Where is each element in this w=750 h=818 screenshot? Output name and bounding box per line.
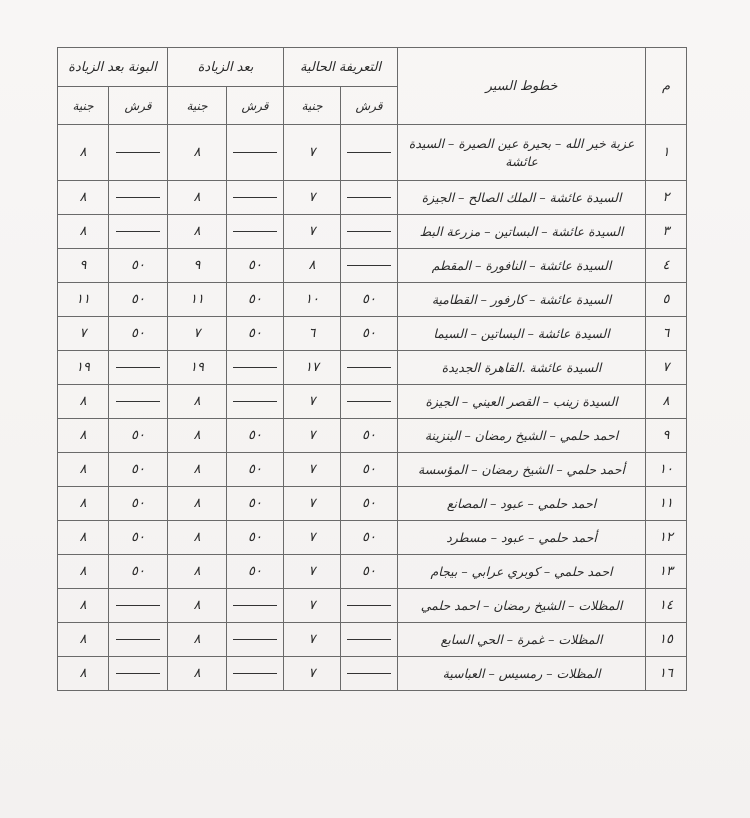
dash-mark <box>347 605 391 606</box>
current-piaster-cell <box>341 125 398 181</box>
route-cell: أحمد حلمي – عبود – مسطرد <box>398 521 646 555</box>
pass-pound-cell: ٨ <box>58 215 109 249</box>
dash-mark <box>116 152 160 153</box>
pass-piaster-cell <box>109 125 168 181</box>
table-row <box>58 419 687 453</box>
current-pound-cell: ٧ <box>284 623 341 657</box>
dash-mark <box>116 231 160 232</box>
pass-pound-cell: ١١ <box>58 283 109 317</box>
current-piaster-cell: ٥٠ <box>341 283 398 317</box>
serial-cell: ١٥ <box>646 623 687 657</box>
current-pound-cell: ٧ <box>284 419 341 453</box>
after-piaster-cell <box>227 181 284 215</box>
serial-cell: ٥ <box>646 283 687 317</box>
pass-piaster-cell: ٥٠ <box>109 419 168 453</box>
pass-pound-cell: ٨ <box>58 453 109 487</box>
header-current-piaster: قرش <box>341 87 398 125</box>
after-piaster-cell <box>227 351 284 385</box>
current-pound-cell: ١٧ <box>284 351 341 385</box>
header-after-pound: جنية <box>168 87 227 125</box>
header-pass-pound: جنية <box>58 87 109 125</box>
pass-piaster-cell: ٥٠ <box>109 555 168 589</box>
fare-table <box>57 47 687 691</box>
dash-mark <box>233 605 277 606</box>
table-row <box>58 351 687 385</box>
route-cell: السيدة عائشة – النافورة – المقطم <box>398 249 646 283</box>
current-pound-cell: ٧ <box>284 589 341 623</box>
after-pound-cell: ٨ <box>168 385 227 419</box>
table-row <box>58 317 687 351</box>
route-cell: السيدة زينب – القصر العيني – الجيزة <box>398 385 646 419</box>
current-pound-cell: ٧ <box>284 555 341 589</box>
after-piaster-cell: ٥٠ <box>227 249 284 283</box>
current-pound-cell: ٨ <box>284 249 341 283</box>
after-pound-cell: ١٩ <box>168 351 227 385</box>
serial-cell: ١٦ <box>646 657 687 691</box>
after-piaster-cell: ٥٠ <box>227 487 284 521</box>
after-piaster-cell <box>227 623 284 657</box>
after-piaster-cell: ٥٠ <box>227 283 284 317</box>
after-piaster-cell: ٥٠ <box>227 453 284 487</box>
dash-mark <box>347 152 391 153</box>
table-row <box>58 453 687 487</box>
dash-mark <box>233 231 277 232</box>
after-pound-cell: ٨ <box>168 453 227 487</box>
serial-cell: ٩ <box>646 419 687 453</box>
route-cell: أحمد حلمي – الشيخ رمضان – المؤسسة <box>398 453 646 487</box>
pass-piaster-cell: ٥٠ <box>109 521 168 555</box>
current-piaster-cell: ٥٠ <box>341 453 398 487</box>
pass-pound-cell: ٧ <box>58 317 109 351</box>
current-pound-cell: ٧ <box>284 657 341 691</box>
route-cell: السيدة عائشة – الملك الصالح – الجيزة <box>398 181 646 215</box>
pass-piaster-cell <box>109 181 168 215</box>
route-cell: احمد حلمي – كوبري عرابي – بيجام <box>398 555 646 589</box>
serial-cell: ١١ <box>646 487 687 521</box>
current-pound-cell: ١٠ <box>284 283 341 317</box>
current-piaster-cell <box>341 351 398 385</box>
table-row <box>58 487 687 521</box>
dash-mark <box>233 367 277 368</box>
current-piaster-cell: ٥٠ <box>341 487 398 521</box>
dash-mark <box>347 367 391 368</box>
current-pound-cell: ٧ <box>284 521 341 555</box>
pass-pound-cell: ١٩ <box>58 351 109 385</box>
table-row <box>58 555 687 589</box>
header-after-increase: بعد الزيادة <box>168 48 284 87</box>
header-after-piaster: قرش <box>227 87 284 125</box>
pass-pound-cell: ٨ <box>58 555 109 589</box>
after-piaster-cell: ٥٠ <box>227 555 284 589</box>
pass-piaster-cell <box>109 623 168 657</box>
pass-piaster-cell: ٥٠ <box>109 283 168 317</box>
pass-piaster-cell <box>109 215 168 249</box>
current-piaster-cell: ٥٠ <box>341 419 398 453</box>
route-cell: المظلات – الشيخ رمضان – احمد حلمي <box>398 589 646 623</box>
after-piaster-cell: ٥٠ <box>227 521 284 555</box>
serial-cell: ٢ <box>646 181 687 215</box>
after-pound-cell: ٨ <box>168 521 227 555</box>
serial-cell: ١٢ <box>646 521 687 555</box>
current-pound-cell: ٧ <box>284 125 341 181</box>
header-pass-after-increase: البونة بعد الزيادة <box>58 48 168 87</box>
route-cell: السيدة عائشة .القاهرة الجديدة <box>398 351 646 385</box>
dash-mark <box>347 673 391 674</box>
header-current-pound: جنية <box>284 87 341 125</box>
table-row <box>58 125 687 181</box>
serial-cell: ١٠ <box>646 453 687 487</box>
dash-mark <box>233 639 277 640</box>
pass-pound-cell: ٨ <box>58 181 109 215</box>
dash-mark <box>116 673 160 674</box>
pass-pound-cell: ٨ <box>58 657 109 691</box>
current-pound-cell: ٧ <box>284 181 341 215</box>
route-cell: السيدة عائشة – كارفور – القطامية <box>398 283 646 317</box>
after-piaster-cell <box>227 589 284 623</box>
pass-piaster-cell <box>109 351 168 385</box>
route-cell: المظلات – رمسيس – العباسية <box>398 657 646 691</box>
after-pound-cell: ١١ <box>168 283 227 317</box>
after-piaster-cell: ٥٠ <box>227 419 284 453</box>
table-row <box>58 385 687 419</box>
table-row <box>58 181 687 215</box>
after-piaster-cell <box>227 385 284 419</box>
pass-piaster-cell <box>109 589 168 623</box>
after-pound-cell: ٧ <box>168 317 227 351</box>
current-pound-cell: ٧ <box>284 215 341 249</box>
current-pound-cell: ٧ <box>284 487 341 521</box>
after-pound-cell: ٨ <box>168 125 227 181</box>
serial-cell: ٧ <box>646 351 687 385</box>
route-cell: السيدة عائشة – البساتين – مزرعة البط <box>398 215 646 249</box>
dash-mark <box>116 197 160 198</box>
dash-mark <box>116 639 160 640</box>
after-piaster-cell <box>227 125 284 181</box>
header-serial: م <box>646 48 687 125</box>
dash-mark <box>233 197 277 198</box>
dash-mark <box>233 673 277 674</box>
table-row <box>58 283 687 317</box>
table-row <box>58 249 687 283</box>
header-current-fare: التعريفة الحالية <box>284 48 398 87</box>
current-piaster-cell <box>341 181 398 215</box>
after-pound-cell: ٨ <box>168 215 227 249</box>
pass-pound-cell: ٨ <box>58 385 109 419</box>
serial-cell: ١ <box>646 125 687 181</box>
dash-mark <box>116 605 160 606</box>
header-pass-piaster: قرش <box>109 87 168 125</box>
current-piaster-cell <box>341 215 398 249</box>
pass-pound-cell: ٩ <box>58 249 109 283</box>
route-cell: احمد حلمي – الشيخ رمضان – البنزينة <box>398 419 646 453</box>
current-pound-cell: ٦ <box>284 317 341 351</box>
serial-cell: ٤ <box>646 249 687 283</box>
pass-piaster-cell: ٥٠ <box>109 249 168 283</box>
after-pound-cell: ٨ <box>168 555 227 589</box>
table-row <box>58 521 687 555</box>
table-row <box>58 589 687 623</box>
serial-cell: ٦ <box>646 317 687 351</box>
route-cell: عزبة خير الله – بحيرة عين الصيرة – السيدة عائشة <box>398 125 646 181</box>
pass-piaster-cell: ٥٠ <box>109 453 168 487</box>
dash-mark <box>233 152 277 153</box>
route-cell: السيدة عائشة – البساتين – السيما <box>398 317 646 351</box>
pass-pound-cell: ٨ <box>58 521 109 555</box>
serial-cell: ١٣ <box>646 555 687 589</box>
current-piaster-cell <box>341 385 398 419</box>
after-piaster-cell: ٥٠ <box>227 317 284 351</box>
serial-cell: ١٤ <box>646 589 687 623</box>
pass-piaster-cell <box>109 385 168 419</box>
after-pound-cell: ٨ <box>168 623 227 657</box>
current-piaster-cell: ٥٠ <box>341 555 398 589</box>
pass-pound-cell: ٨ <box>58 487 109 521</box>
dash-mark <box>233 401 277 402</box>
dash-mark <box>347 639 391 640</box>
serial-cell: ٣ <box>646 215 687 249</box>
after-pound-cell: ٨ <box>168 589 227 623</box>
route-cell: احمد حلمي – عبود – المصانع <box>398 487 646 521</box>
table-row <box>58 623 687 657</box>
pass-pound-cell: ٨ <box>58 125 109 181</box>
current-piaster-cell <box>341 589 398 623</box>
dash-mark <box>116 401 160 402</box>
serial-cell: ٨ <box>646 385 687 419</box>
dash-mark <box>347 231 391 232</box>
after-pound-cell: ٩ <box>168 249 227 283</box>
pass-piaster-cell <box>109 657 168 691</box>
table-row <box>58 215 687 249</box>
route-cell: المظلات – غمرة – الحي السابع <box>398 623 646 657</box>
current-piaster-cell <box>341 623 398 657</box>
after-pound-cell: ٨ <box>168 181 227 215</box>
dash-mark <box>347 401 391 402</box>
pass-piaster-cell: ٥٠ <box>109 487 168 521</box>
after-piaster-cell <box>227 657 284 691</box>
after-piaster-cell <box>227 215 284 249</box>
after-pound-cell: ٨ <box>168 657 227 691</box>
dash-mark <box>116 367 160 368</box>
table-row <box>58 657 687 691</box>
current-piaster-cell <box>341 249 398 283</box>
pass-pound-cell: ٨ <box>58 623 109 657</box>
current-piaster-cell: ٥٠ <box>341 521 398 555</box>
after-pound-cell: ٨ <box>168 419 227 453</box>
pass-pound-cell: ٨ <box>58 419 109 453</box>
pass-pound-cell: ٨ <box>58 589 109 623</box>
current-pound-cell: ٧ <box>284 453 341 487</box>
dash-mark <box>347 265 391 266</box>
current-pound-cell: ٧ <box>284 385 341 419</box>
after-pound-cell: ٨ <box>168 487 227 521</box>
current-piaster-cell <box>341 657 398 691</box>
header-route: خطوط السير <box>398 48 646 125</box>
pass-piaster-cell: ٥٠ <box>109 317 168 351</box>
dash-mark <box>347 197 391 198</box>
current-piaster-cell: ٥٠ <box>341 317 398 351</box>
